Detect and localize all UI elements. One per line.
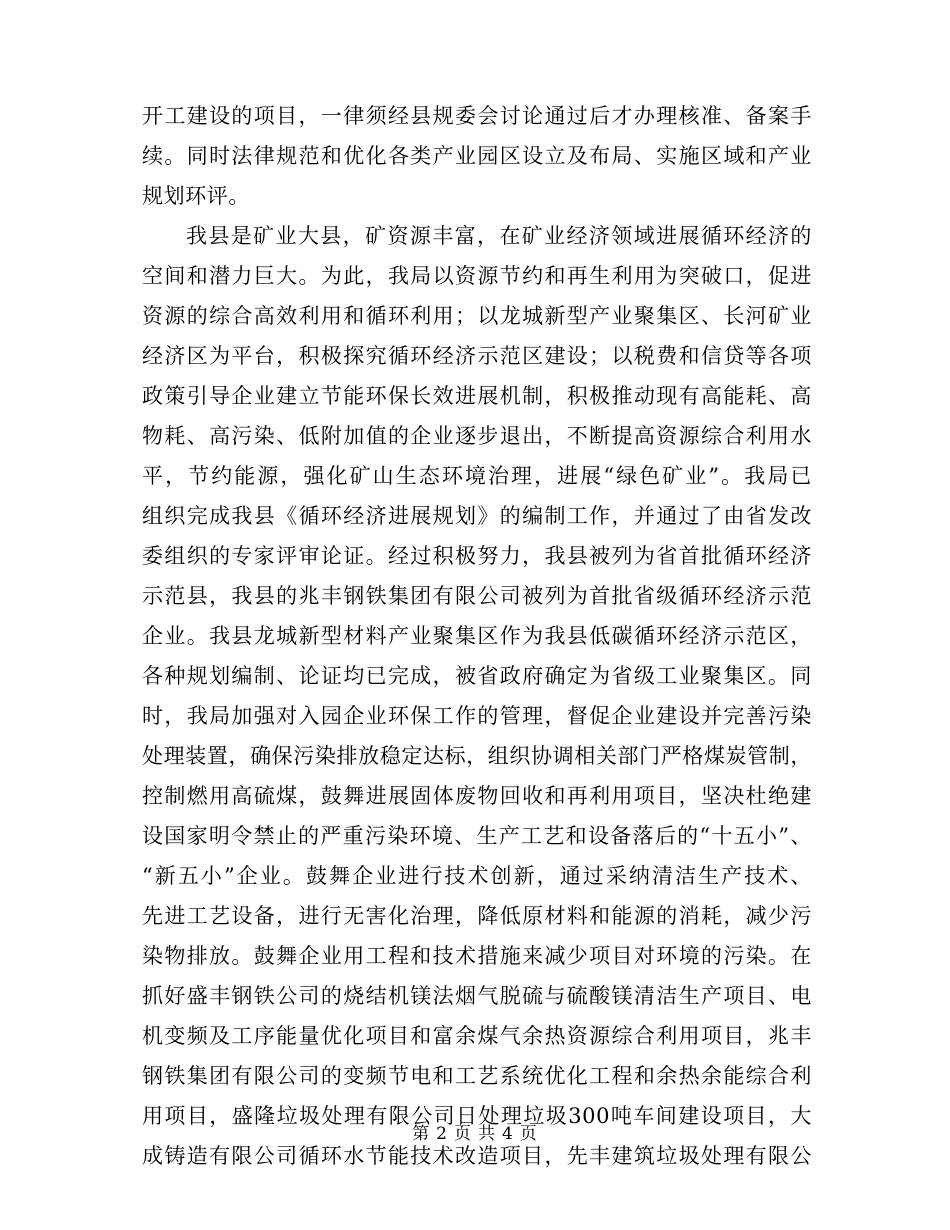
- text-line: 钢铁集团有限公司的变频节电和工艺系统优化工程和余热余能综合利: [142, 1064, 812, 1088]
- text-line: 委组织的专家评审论证。经过积极努力，我县被列为省首批循环经济: [142, 544, 812, 568]
- footer-total-prefix: 共: [478, 1124, 496, 1144]
- text-line: 资源的综合高效利用和循环利用；以龙城新型产业聚集区、长河矿业: [142, 304, 812, 328]
- text-line: 处理装置，确保污染排放稳定达标，组织协调相关部门严格煤炭管制，: [142, 744, 812, 768]
- text-line: 抓好盛丰钢铁公司的烧结机镁法烟气脱硫与硫酸镁清洁生产项目、电: [142, 984, 812, 1008]
- text-line: 空间和潜力巨大。为此，我局以资源节约和再生利用为突破口，促进: [142, 264, 812, 288]
- text-line: 时，我局加强对入园企业环保工作的管理，督促企业建设并完善污染: [142, 704, 812, 728]
- text-line: 各种规划编制、论证均已完成，被省政府确定为省级工业聚集区。同: [142, 664, 812, 688]
- text-line: 成铸造有限公司循环水节能技术改造项目，先丰建筑垃圾处理有限公: [142, 1144, 812, 1168]
- text-line: 组织完成我县《循环经济进展规划》的编制工作，并通过了由省发改: [142, 504, 812, 528]
- paragraph-1: [142, 96, 812, 216]
- text-line: 先进工艺设备，进行无害化治理，降低原材料和能源的消耗，减少污: [142, 904, 812, 928]
- footer-prefix: 第: [412, 1124, 431, 1144]
- text-line: 示范县，我县的兆丰钢铁集团有限公司被列为首批省级循环经济示范: [142, 584, 812, 608]
- page-footer: [0, 1122, 950, 1146]
- text-line: 物耗、高污染、低附加值的企业逐步退出，不断提高资源综合利用水: [142, 424, 812, 448]
- text-line: 企业。我县龙城新型材料产业聚集区作为我县低碳循环经济示范区，: [142, 624, 812, 648]
- text-line: 机变频及工序能量优化项目和富余煤气余热资源综合利用项目，兆丰: [142, 1024, 812, 1048]
- text-line: 设国家明令禁止的严重污染环境、生产工艺和设备落后的“十五小”、: [142, 824, 812, 848]
- footer-page-unit: 页: [454, 1124, 472, 1144]
- text-line: 平，节约能源，强化矿山生态环境治理，进展“绿色矿业”。我局已: [142, 464, 812, 488]
- footer-total-unit: 页: [519, 1124, 538, 1144]
- document-body: [142, 96, 812, 1176]
- text-line: 我县是矿业大县，矿资源丰富，在矿业经济领域进展循环经济的: [186, 224, 812, 248]
- text-line: 用项目，盛隆垃圾处理有限公司日处理垃圾300吨车间建设项目，大: [142, 1104, 812, 1128]
- text-line: 政策引导企业建立节能环保长效进展机制，积极推动现有高能耗、高: [142, 384, 812, 408]
- page-number: 2: [436, 1124, 448, 1144]
- text-line: 经济区为平台，积极探究循环经济示范区建设；以税费和信贷等各项: [142, 344, 812, 368]
- text-line: 开工建设的项目，一律须经县规委会讨论通过后才办理核准、备案手: [142, 104, 812, 128]
- text-line: 控制燃用高硫煤，鼓舞进展固体废物回收和再利用项目，坚决杜绝建: [142, 784, 812, 808]
- text-line: 续。同时法律规范和优化各类产业园区设立及布局、实施区域和产业: [142, 144, 812, 168]
- text-line: 染物排放。鼓舞企业用工程和技术措施来减少项目对环境的污染。在: [142, 944, 812, 968]
- text-line: “新五小”企业。鼓舞企业进行技术创新，通过采纳清洁生产技术、: [142, 864, 812, 888]
- text-line: 规划环评。: [142, 184, 250, 208]
- paragraph-2: [142, 216, 812, 1176]
- total-pages: 4: [502, 1124, 514, 1144]
